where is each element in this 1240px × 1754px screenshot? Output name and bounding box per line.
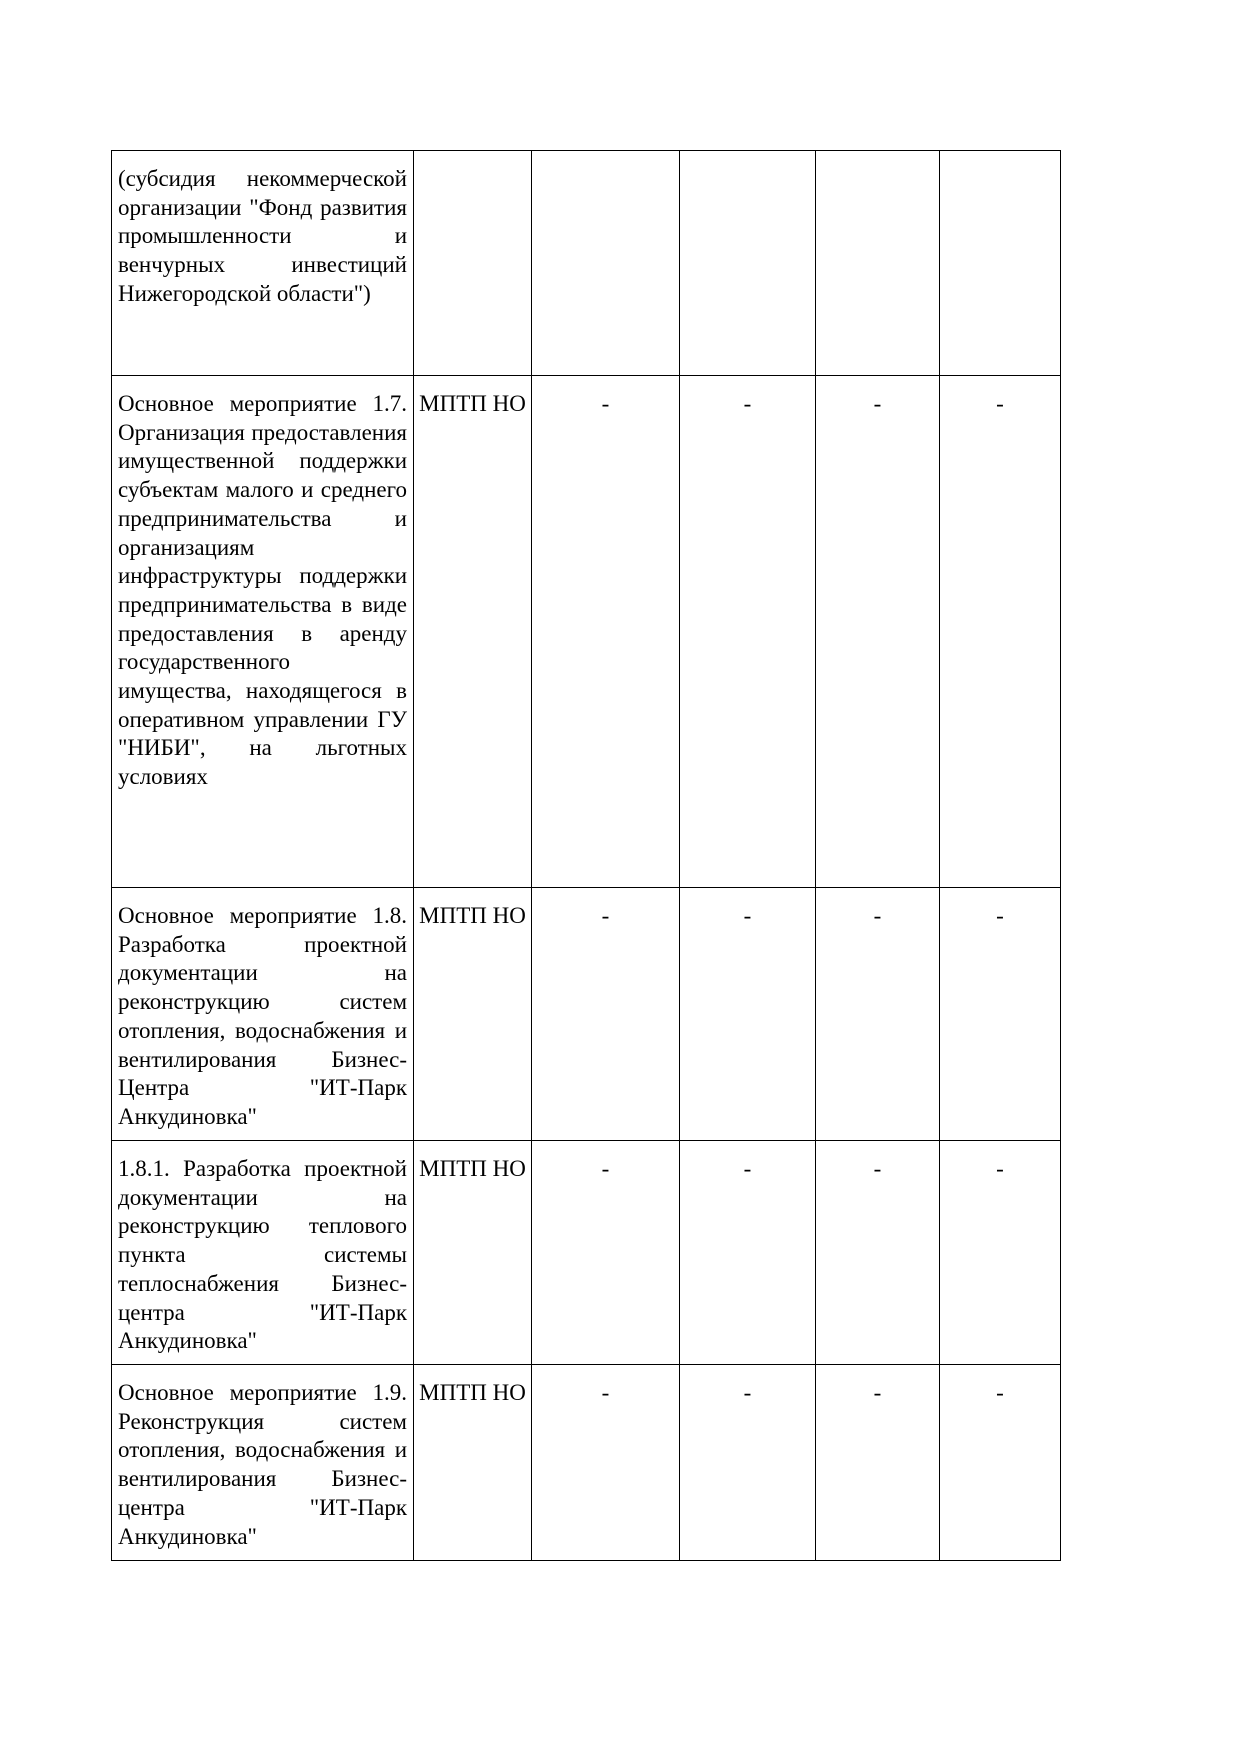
value-cell: - bbox=[680, 888, 816, 1141]
value-cell: - bbox=[940, 1141, 1061, 1365]
value-cell: - bbox=[532, 376, 680, 888]
activity-description: Основное мероприятие 1.9. Реконструкция систем отопления, водоснабжения и вентилирования Бизнес-центра "ИТ-Парк Анкудиновка" bbox=[112, 1365, 414, 1561]
executor-cell: МПТП НО bbox=[414, 1141, 532, 1365]
value-cell bbox=[680, 151, 816, 376]
activity-description: Основное мероприятие 1.7. Организация предоставления имущественной поддержки субъектам малого и среднего предпринимательства и организациям инфраструктуры поддержки предпринимательства в виде предоставления в аренду государственного имущества, находящегося в оперативном управлении ГУ "НИБИ", на льготных условиях bbox=[112, 376, 414, 888]
value-cell: - bbox=[680, 1365, 816, 1561]
value-cell: - bbox=[816, 376, 940, 888]
activity-description: 1.8.1. Разработка проектной документации на реконструкцию теплового пункта системы теплоснабжения Бизнес-центра "ИТ-Парк Анкудиновка" bbox=[112, 1141, 414, 1365]
value-cell bbox=[940, 151, 1061, 376]
value-cell: - bbox=[680, 1141, 816, 1365]
table-row bbox=[112, 376, 1061, 888]
activity-description: Основное мероприятие 1.8. Разработка проектной документации на реконструкцию систем отопления, водоснабжения и вентилирования Бизнес-Центра "ИТ-Парк Анкудиновка" bbox=[112, 888, 414, 1141]
table-row bbox=[112, 1365, 1061, 1561]
table-row bbox=[112, 151, 1061, 376]
value-cell: - bbox=[940, 376, 1061, 888]
table-row bbox=[112, 1141, 1061, 1365]
value-cell bbox=[532, 151, 680, 376]
executor-cell bbox=[414, 151, 532, 376]
value-cell: - bbox=[816, 888, 940, 1141]
value-cell: - bbox=[816, 1365, 940, 1561]
executor-cell: МПТП НО bbox=[414, 888, 532, 1141]
activity-description: (субсидия некоммерческой организации "Фонд развития промышленности и венчурных инвестиций Нижегородской области") bbox=[112, 151, 414, 376]
program-table bbox=[111, 150, 1061, 1561]
value-cell: - bbox=[940, 888, 1061, 1141]
table-row bbox=[112, 888, 1061, 1141]
value-cell: - bbox=[532, 1141, 680, 1365]
value-cell: - bbox=[680, 376, 816, 888]
value-cell: - bbox=[816, 1141, 940, 1365]
value-cell: - bbox=[940, 1365, 1061, 1561]
value-cell: - bbox=[532, 888, 680, 1141]
value-cell bbox=[816, 151, 940, 376]
value-cell: - bbox=[532, 1365, 680, 1561]
executor-cell: МПТП НО bbox=[414, 376, 532, 888]
executor-cell: МПТП НО bbox=[414, 1365, 532, 1561]
